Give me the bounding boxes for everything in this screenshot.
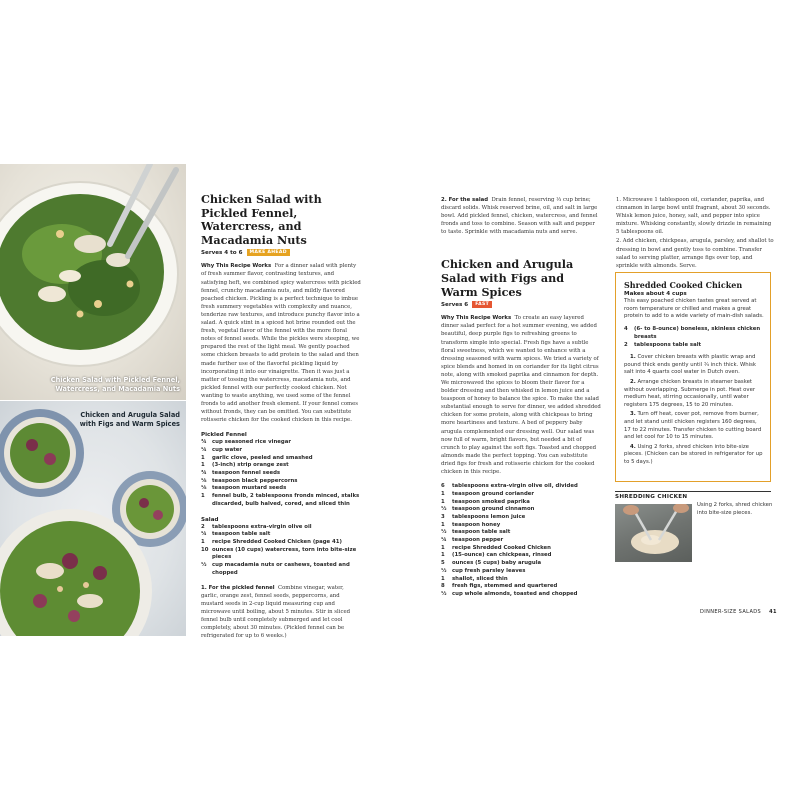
recipe1-column bbox=[201, 193, 361, 640]
ingredient-row bbox=[441, 545, 601, 553]
recipe2-steps-column bbox=[616, 196, 774, 270]
ingredient-row bbox=[441, 576, 601, 584]
step-text: Arrange chicken breasts in steamer basket without overlapping. Submerge in pot. Heat over medium heat, stirring occasionally, until water registers 175 degrees, 15 to 20 minutes. bbox=[624, 379, 756, 408]
ingredient-qty: ½ bbox=[201, 562, 207, 569]
recipe1-step1-label: 1. For the pickled fennel bbox=[201, 584, 275, 591]
recipe1-why-text: For a dinner salad with plenty of fresh summer flavor, contrasting textures, and satisfying heft, we combined spicy watercress with pickled fennel, crunchy macadamia nuts, and mildly flavored poached chicken. Pickling is a perfect technique to imbue fresh summery vegetables with complexity and nuance, tenderize raw textures, and introduce punchy flavor into a salad. A quick stint in a spiced hot brine rounded out the fresh, vegetal flavor of the fennel with the more floral notes of fennel seeds. While the pickles were steeping, we prepared the rest of the light meal. We gently poached some chicken breasts to add protein to the salad and then made further use of the flavorful pickling liquid by incorporating it into our vinaigrette. Then it was just a matter of tossing the watercress, macadamia nuts, and pickled fennel with our perfectly cooked chicken. Not wanting to waste anything, we used some of the fennel fronds to add another fresh element. If your fennel comes without fronds, they can be omitted. You can substitute rotisserie chicken for the cooked chicken in this recipe. bbox=[201, 263, 361, 424]
ingredient-row bbox=[201, 478, 361, 486]
ingredient-text: tablespoons extra-virgin olive oil, divided bbox=[452, 483, 578, 490]
recipe2-why bbox=[441, 314, 601, 476]
recipe1-step2-label: 2. For the salad bbox=[441, 197, 489, 203]
recipe1-step2 bbox=[441, 196, 601, 236]
ingredient-qty: 1 bbox=[441, 552, 445, 559]
ingredient-text: teaspoon ground coriander bbox=[452, 490, 535, 497]
recipe2-step1: 1. Microwave 1 tablespoon oil, coriander, paprika, and cinnamon in large bowl until fragrant, about 30 seconds. Whisk lemon juice, honey, salt, and pepper into spice mixture. Whisking constantly, slowly drizzle in remaining 5 tablespoons oil. bbox=[616, 197, 772, 236]
ingredient-qty: ¼ bbox=[441, 537, 447, 544]
shredding-divider bbox=[615, 491, 771, 492]
sidebar-step bbox=[624, 354, 764, 377]
ingredient-text: tablespoons extra-virgin olive oil bbox=[212, 523, 312, 530]
salad-heading: Salad bbox=[201, 516, 219, 523]
ingredient-row bbox=[441, 491, 601, 499]
recipe1-step1 bbox=[201, 584, 361, 641]
recipe2-why-text: To create an easy layered dinner salad perfect for a hot summer evening, we added beautiful, deep purple figs to refreshing greens to transform simple into special. Fresh figs have a subtle floral sweetness, which we wanted to enhance with a dressing seasoned with warm spices. We tried a variety of spice blends and homed in on coriander for its light citrus note, along with smoked paprika and cinnamon for depth. We microwaved the spices to bloom their flavor for a bolder dressing and then whisked in lemon juice and a teaspoon of honey to balance the spice. To make the salad substantial enough to serve for dinner, we added shredded chicken for some protein, along with chickpeas to bring more heartiness and texture. A bed of peppery baby arugula complemented our dressing well. Our salad was now full of warm, bright flavors, but needed a bit of crunch to play against the soft figs. Toasted and chopped almonds made the perfect topping. You can substitute dried figs for fresh and rotisserie chicken for the cooked chicken in this recipe. bbox=[441, 315, 601, 476]
ingredient-row bbox=[201, 470, 361, 478]
step-number: 2. bbox=[630, 379, 636, 385]
ingredient-row bbox=[201, 531, 361, 539]
ingredient-qty: 10 bbox=[201, 546, 209, 553]
ingredient-row bbox=[201, 539, 361, 547]
ingredient-qty: 1 bbox=[201, 454, 205, 461]
step-text: Cover chicken breasts with plastic wrap and pound thick ends gently until ¾ inch thick. Whisk salt into 4 quarts cool water in Dutch oven. bbox=[624, 354, 757, 376]
ingredient-row bbox=[201, 562, 361, 577]
ingredient-row bbox=[441, 583, 601, 591]
ingredient-row bbox=[624, 326, 764, 341]
photo-chicken-arugula-salad bbox=[0, 401, 186, 636]
ingredient-qty: ¾ bbox=[201, 439, 207, 446]
ingredient-qty: ¼ bbox=[201, 446, 207, 453]
ingredient-text: ounces (10 cups) watercress, torn into bite-size pieces bbox=[212, 546, 357, 561]
ingredient-qty: 5 bbox=[441, 560, 445, 567]
ingredient-text: cup macadamia nuts or cashews, toasted and chopped bbox=[212, 562, 350, 576]
ingredient-row bbox=[441, 514, 601, 522]
ingredient-qty: 6 bbox=[441, 483, 445, 490]
sidebar-step bbox=[624, 411, 764, 441]
shredding-heading: SHREDDING CHICKEN bbox=[615, 494, 688, 500]
shredded-chicken-sidebar bbox=[615, 272, 771, 482]
ingredient-text: recipe Shredded Cooked Chicken bbox=[452, 544, 551, 551]
ingredient-text: teaspoon table salt bbox=[452, 529, 511, 536]
ingredient-qty: ½ bbox=[441, 506, 447, 513]
ingredient-text: teaspoon smoked paprika bbox=[452, 498, 530, 505]
recipe2-serves-text: Serves 6 bbox=[441, 302, 469, 309]
ingredient-text: recipe Shredded Cooked Chicken (page 41) bbox=[212, 538, 342, 545]
recipe2-ingredients bbox=[441, 483, 601, 599]
recipe1-why-label: Why This Recipe Works bbox=[201, 263, 272, 270]
recipe1-why bbox=[201, 262, 361, 424]
ingredient-row bbox=[201, 524, 361, 532]
recipe2-column bbox=[441, 196, 601, 599]
ingredient-qty: 1 bbox=[441, 490, 445, 497]
ingredient-text: garlic clove, peeled and smashed bbox=[212, 454, 313, 461]
ingredient-row bbox=[441, 483, 601, 491]
ingredient-text: (6- to 8-ounce) boneless, skinless chicken breasts bbox=[634, 326, 761, 340]
sidebar-steps bbox=[624, 354, 764, 466]
step-number: 3. bbox=[630, 411, 636, 418]
footer-section: DINNER-SIZE SALADS bbox=[700, 609, 762, 615]
salad-ingredients bbox=[201, 524, 361, 578]
ingredient-text: teaspoon fennel seeds bbox=[212, 470, 281, 477]
step-number: 1. bbox=[630, 354, 636, 361]
ingredient-text: (3-inch) strip orange zest bbox=[212, 462, 289, 469]
ingredient-row bbox=[624, 342, 764, 350]
photo-caption-top: Chicken Salad with Pickled Fennel, Watercress, and Macadamia Nuts bbox=[50, 376, 180, 393]
ingredient-qty: 1 bbox=[441, 498, 445, 505]
recipe2-title: Chicken and Arugula Salad with Figs and Warm Spices bbox=[441, 257, 574, 299]
ingredient-text: teaspoon mustard seeds bbox=[212, 485, 287, 492]
ingredient-qty: 1 bbox=[201, 462, 205, 469]
ingredient-qty: 1 bbox=[201, 493, 205, 500]
sidebar-title: Shredded Cooked Chicken bbox=[624, 280, 743, 290]
ingredient-qty: 8 bbox=[441, 583, 445, 590]
ingredient-text: teaspoon honey bbox=[452, 521, 501, 528]
shredding-caption: Using 2 forks, shred chicken into bite-size pieces. bbox=[697, 502, 773, 516]
ingredient-text: teaspoon pepper bbox=[452, 537, 504, 544]
ingredient-qty: ½ bbox=[441, 590, 447, 597]
sidebar-description: This easy poached chicken tastes great served at room temperature or chilled and makes a great protein to add to a wide variety of main-dish salads. bbox=[624, 298, 764, 320]
ingredient-row bbox=[201, 485, 361, 493]
ingredient-row bbox=[441, 506, 601, 514]
ingredient-text: cup whole almonds, toasted and chopped bbox=[452, 590, 578, 597]
ingredient-row bbox=[441, 499, 601, 507]
photo-caption-bottom: Chicken and Arugula Salad with Figs and Warm Spices bbox=[79, 411, 180, 428]
sidebar-step bbox=[624, 379, 764, 409]
ingredient-qty: ⅛ bbox=[201, 477, 207, 484]
ingredient-qty: ½ bbox=[441, 529, 447, 536]
recipe2-step2: 2. Add chicken, chickpeas, arugula, parsley, and shallot to dressing in bowl and gently toss to combine. Transfer salad to serving platter, arrange figs over top, and sprinkle with almonds. Serve. bbox=[616, 238, 774, 269]
sidebar-makes: Makes about 4 cups bbox=[624, 291, 687, 297]
ingredient-text: fennel bulb, 2 tablespoons fronds minced, stalks discarded, bulb halved, cored, and sliced thin bbox=[212, 493, 360, 507]
ingredient-qty: 1 bbox=[441, 575, 445, 582]
ingredient-qty: 2 bbox=[624, 341, 628, 348]
shredding-photo bbox=[615, 504, 692, 562]
ingredient-row bbox=[441, 568, 601, 576]
pickled-fennel-heading: Pickled Fennel bbox=[201, 432, 247, 439]
ingredient-text: cup fresh parsley leaves bbox=[452, 567, 526, 574]
step-number: 4. bbox=[630, 443, 636, 450]
ingredient-row bbox=[201, 455, 361, 463]
page-number: 41 bbox=[769, 609, 777, 615]
ingredient-qty: 4 bbox=[624, 326, 628, 333]
ingredient-row bbox=[201, 462, 361, 470]
ingredient-row bbox=[441, 560, 601, 568]
recipe1-step1-text: Combine vinegar, water, garlic, orange zest, fennel seeds, peppercorns, and mustard seeds in 2-cup liquid measuring cup and microwave until boiling, about 5 minutes. Stir in sliced fennel bulb until completely submerged and let cool completely, about 30 minutes. (Pickled fennel can be refrigerated for up to 6 weeks.) bbox=[201, 584, 351, 640]
ingredient-text: teaspoon ground cinnamon bbox=[452, 506, 535, 513]
ingredient-qty: ¼ bbox=[201, 531, 207, 538]
ingredient-text: cup water bbox=[212, 446, 243, 453]
ingredient-qty: 1 bbox=[201, 538, 205, 545]
ingredient-row bbox=[441, 537, 601, 545]
ingredient-qty: 2 bbox=[201, 523, 205, 530]
forks-shredding-illustration bbox=[615, 504, 692, 562]
ingredient-qty: 1 bbox=[441, 521, 445, 528]
ingredient-row bbox=[201, 439, 361, 447]
recipe1-serves-text: Serves 4 to 6 bbox=[201, 250, 243, 257]
ingredient-qty: 1 bbox=[441, 544, 445, 551]
ingredient-text: teaspoon table salt bbox=[212, 531, 271, 538]
ingredient-text: tablespoons lemon juice bbox=[452, 513, 526, 520]
ingredient-text: teaspoon black peppercorns bbox=[212, 477, 298, 484]
step-text: Using 2 forks, shred chicken into bite-size pieces. (Chicken can be stored in refrigerator for up to 5 days.) bbox=[624, 443, 763, 465]
ingredient-text: cup seasoned rice vinegar bbox=[212, 439, 291, 446]
ingredient-row bbox=[201, 547, 361, 562]
ingredient-row bbox=[201, 493, 361, 508]
ingredient-row bbox=[441, 591, 601, 599]
ingredient-text: tablespoons table salt bbox=[634, 341, 702, 348]
step-text: Turn off heat, cover pot, remove from burner, and let stand until chicken registers 160 degrees, 17 to 22 minutes. Transfer chicken to cutting board and let cool for 10 to 15 minutes. bbox=[624, 411, 762, 441]
ingredient-text: shallot, sliced thin bbox=[452, 575, 508, 582]
recipe2-serves bbox=[441, 301, 601, 308]
make-ahead-badge: MAKE AHEAD bbox=[247, 249, 290, 256]
page-footer bbox=[700, 609, 777, 615]
ingredient-text: (15-ounce) can chickpeas, rinsed bbox=[452, 552, 552, 559]
ingredient-row bbox=[441, 529, 601, 537]
salad-plates-illustration bbox=[0, 401, 186, 636]
pickled-fennel-ingredients bbox=[201, 439, 361, 508]
sidebar-ingredients bbox=[624, 326, 764, 349]
recipe2-why-label: Why This Recipe Works bbox=[441, 315, 512, 322]
ingredient-row bbox=[201, 447, 361, 455]
ingredient-qty: ¾ bbox=[201, 470, 207, 477]
recipe1-title: Chicken Salad with Pickled Fennel, Watercress, and Macadamia Nuts bbox=[201, 192, 322, 247]
ingredient-text: ounces (5 cups) baby arugula bbox=[452, 560, 542, 567]
ingredient-row bbox=[441, 522, 601, 530]
ingredient-qty: 3 bbox=[441, 513, 445, 520]
ingredient-qty: ½ bbox=[441, 567, 447, 574]
ingredient-text: fresh figs, stemmed and quartered bbox=[452, 583, 558, 590]
recipe1-serves bbox=[201, 249, 361, 256]
salad-bowl-illustration bbox=[0, 164, 186, 400]
ingredient-row bbox=[441, 552, 601, 560]
recipe1-step2-text: Drain fennel, reserving ⅓ cup brine; discard solids. Whisk reserved brine, oil, and salt in large bowl. Add pickled fennel, chicken, watercress, and fennel fronds and toss to combine. Season with salt and pepper to taste. Sprinkle with macadamia nuts and serve. bbox=[441, 197, 598, 236]
photo-chicken-fennel-salad bbox=[0, 164, 186, 400]
ingredient-qty: ⅛ bbox=[201, 485, 207, 492]
sidebar-step bbox=[624, 444, 764, 467]
fast-badge: FAST bbox=[472, 301, 492, 308]
